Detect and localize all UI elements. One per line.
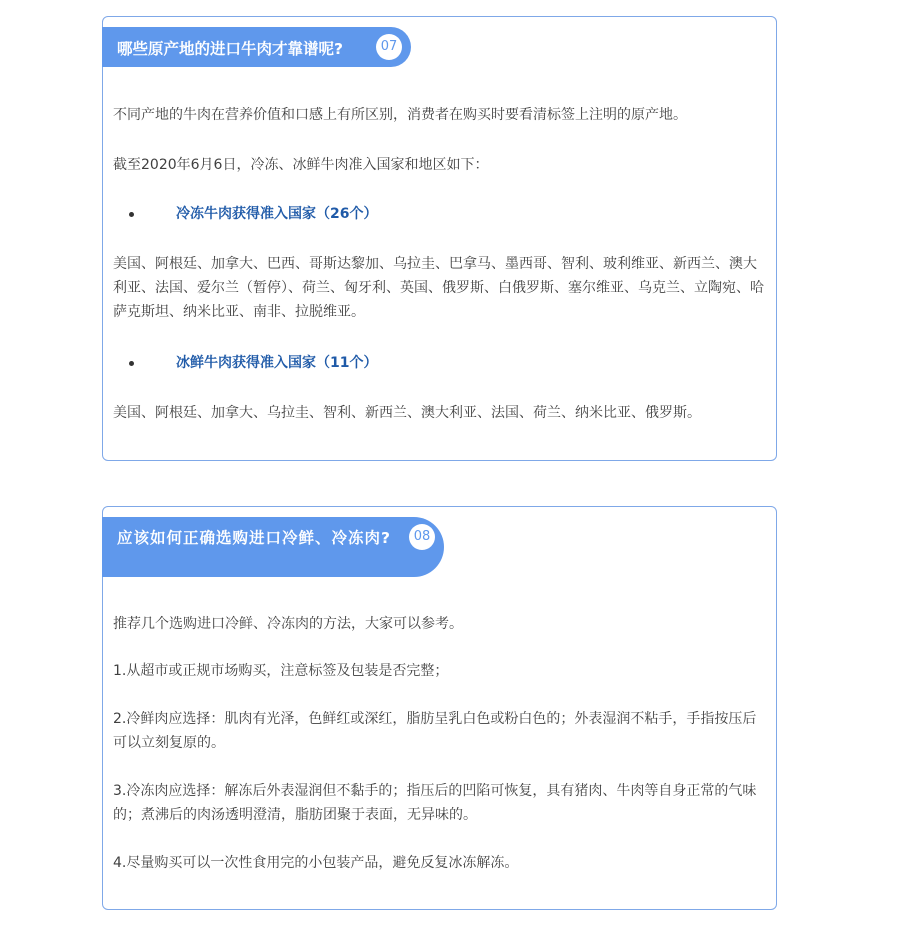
section-title-tab <box>102 27 411 67</box>
intro-paragraph: 不同产地的牛肉在营养价值和口感上有所区别，消费者在购买时要看清标签上注明的原产地。 <box>113 107 687 123</box>
section-number-badge: 07 <box>376 34 402 60</box>
section-number-badge: 08 <box>409 524 435 550</box>
chilled-heading-bullet <box>129 351 377 375</box>
tip-2-paragraph: 2.冷鲜肉应选择：肌肉有光泽，色鲜红或深红，脂肪呈乳白色或粉白色的；外表湿润不粘手，手指按压后可以立刻复原的。 <box>113 711 757 751</box>
section-card-buying-tips <box>102 506 777 910</box>
date-note-paragraph: 截至2020年6月6日，冷冻、冰鲜牛肉准入国家和地区如下： <box>113 157 489 173</box>
bullet-dot-icon <box>129 212 134 217</box>
intro-paragraph: 推荐几个选购进口冷鲜、冷冻肉的方法，大家可以参考。 <box>113 616 463 632</box>
section-card-origins <box>102 16 777 461</box>
section-title: 应该如何正确选购进口冷鲜、冷冻肉? <box>117 529 391 547</box>
tip-4-paragraph: 4.尽量购买可以一次性食用完的小包装产品，避免反复冰冻解冻。 <box>113 855 519 871</box>
frozen-heading-bullet <box>129 202 377 226</box>
frozen-heading: 冷冻牛肉获得准入国家（26个） <box>176 206 378 222</box>
tip-1-paragraph: 1.从超市或正规市场购买，注意标签及包装是否完整； <box>113 663 449 679</box>
chilled-countries-paragraph: 美国、阿根廷、加拿大、乌拉圭、智利、新西兰、澳大利亚、法国、荷兰、纳米比亚、俄罗斯。 <box>113 405 701 421</box>
bullet-dot-icon <box>129 361 134 366</box>
chilled-heading: 冰鲜牛肉获得准入国家（11个） <box>176 355 378 371</box>
frozen-countries-paragraph: 美国、阿根廷、加拿大、巴西、哥斯达黎加、乌拉圭、巴拿马、墨西哥、智利、玻利维亚、新西兰、澳大利亚、法国、爱尔兰（暂停）、荷兰、匈牙利、英国、俄罗斯、白俄罗斯、塞尔维亚、乌克兰、立陶宛、哈萨克斯坦、纳米比亚、南非、拉脱维亚。 <box>113 256 764 320</box>
section-title: 哪些原产地的进口牛肉才靠谱呢? <box>117 40 343 58</box>
section-title-tab <box>102 517 444 577</box>
tip-3-paragraph: 3.冷冻肉应选择：解冻后外表湿润但不黏手的；指压后的凹陷可恢复，具有猪肉、牛肉等自身正常的气味的；煮沸后的肉汤透明澄清，脂肪团聚于表面，无异味的。 <box>113 783 757 823</box>
